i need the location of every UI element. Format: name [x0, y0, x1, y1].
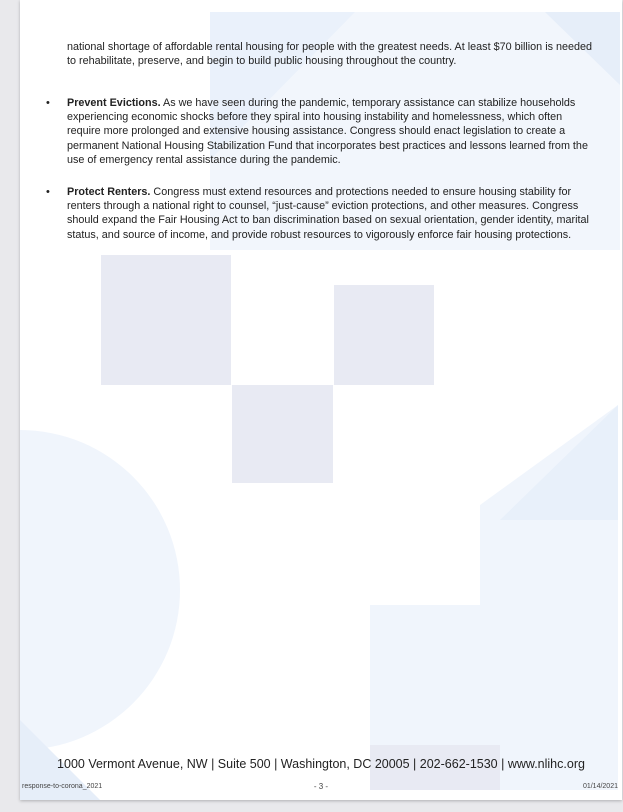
bullet-title: Protect Renters. [67, 186, 151, 198]
intro-paragraph: national shortage of affordable rental housing for people with the greatest needs. At least $70 billion is needed to rehabilitate, preserve, and begin to build public housing throughout the country. [67, 41, 593, 68]
footer-date: 01/14/2021 [582, 783, 618, 790]
bullet-marker: • [46, 186, 50, 198]
bullet-protect-renters [67, 185, 597, 242]
document-page [20, 0, 622, 800]
bullet-marker: • [46, 97, 50, 109]
footer-page-number: - 3 - [313, 782, 329, 791]
bullet-text: As we have seen during the pandemic, temporary assistance can stabilize households experiencing economic shocks before they spiral into housing instability and homelessness, which often require more prolonged and extensive housing assistance. Congress should enact legislation to create a permanent National Housing Stabilization Fund that incorporates best practices and lessons learned from the use of emergency rental assistance during the pandemic. [67, 97, 588, 166]
footer-address: 1000 Vermont Avenue, NW | Suite 500 | Washington, DC 20005 | 202-662-1530 | www.nlihc.org [57, 757, 585, 771]
bullet-prevent-evictions [67, 96, 597, 167]
bullet-title: Prevent Evictions. [67, 97, 161, 109]
page-content [20, 0, 622, 800]
footer-doc-id: response-to-corona_2021 [22, 783, 103, 790]
bullet-text: Congress must extend resources and protections needed to ensure housing stability for renters through a national right to counsel, “just-cause” eviction protections, and other measures. Congress should expand the Fair Housing Act to ban discrimination based on sexual orientation, gender identity, marital status, and source of income, and provide robust resources to vigorously enforce fair housing protections. [67, 186, 589, 241]
